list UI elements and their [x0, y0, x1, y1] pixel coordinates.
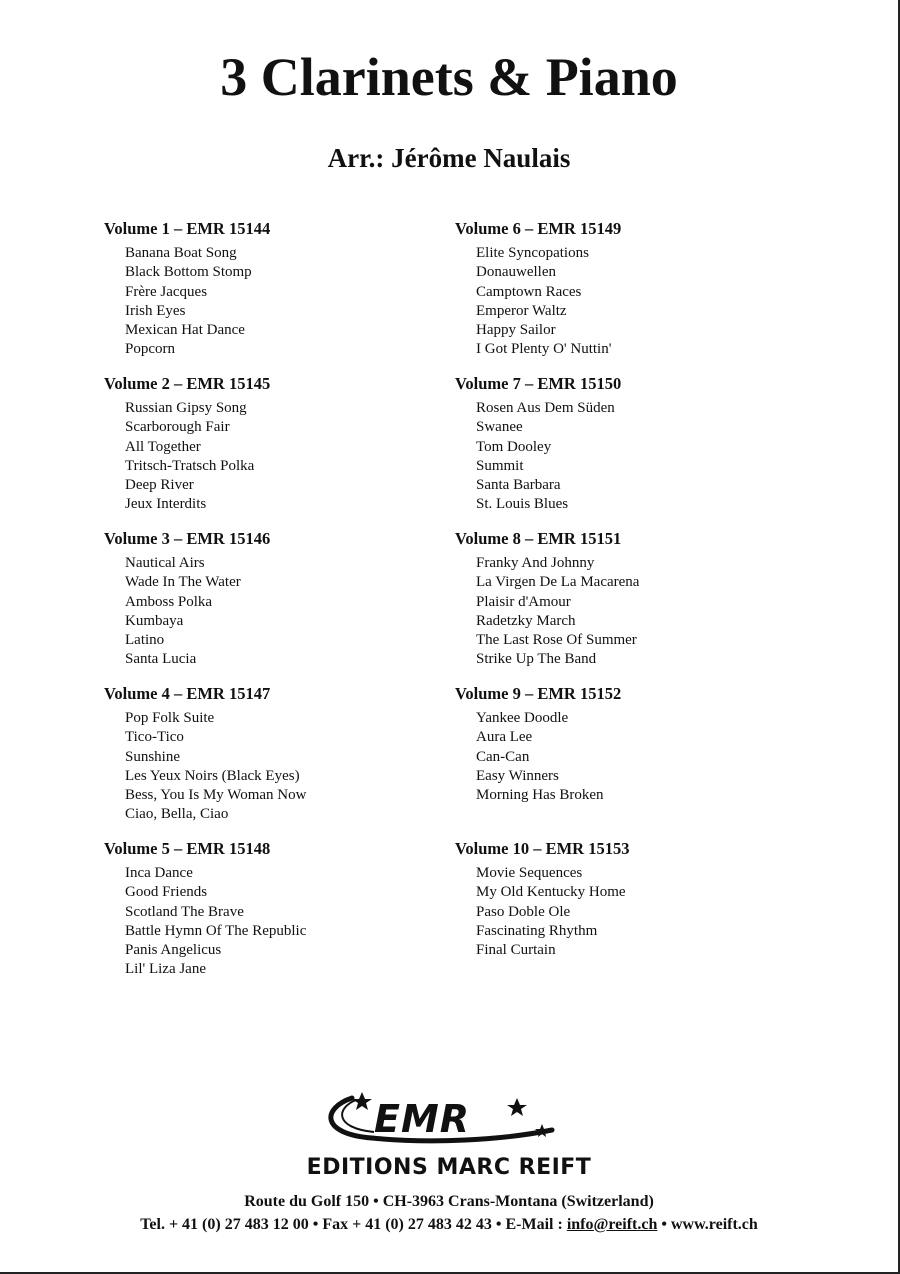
song-list	[104, 864, 444, 980]
phone-number: Tel. + 41 (0) 27 483 12 00	[140, 1216, 309, 1233]
list-item: Yankee Doodle	[476, 710, 569, 726]
volume-heading: Volume 4 – EMR 15147	[104, 684, 271, 703]
list-item: Fascinating Rhythm	[476, 922, 598, 939]
volume-heading: Volume 9 – EMR 15152	[455, 684, 622, 703]
list-item: Frère Jacques	[125, 283, 208, 300]
volume-heading: Volume 7 – EMR 15150	[455, 374, 622, 393]
list-item: Popcorn	[125, 341, 175, 358]
list-item: Scotland The Brave	[125, 903, 244, 920]
list-item: Mexican Hat Dance	[125, 322, 245, 339]
list-item: Bess, You Is My Woman Now	[125, 787, 307, 804]
website: www.reift.ch	[671, 1216, 758, 1233]
volume-heading: Volume 8 – EMR 15151	[455, 529, 622, 548]
volume-column-left	[104, 218, 444, 993]
list-item: Banana Boat Song	[125, 245, 237, 261]
list-item: The Last Rose Of Summer	[476, 632, 637, 649]
list-item: Ciao, Bella, Ciao	[125, 806, 229, 823]
list-item: Deep River	[125, 477, 194, 494]
list-item: Tom Dooley	[476, 438, 552, 455]
volume-block-10	[455, 838, 795, 993]
list-item: Paso Doble Ole	[476, 903, 571, 920]
volume-block-8	[455, 528, 795, 683]
list-item: Summit	[476, 457, 524, 474]
list-item: Jeux Interdits	[125, 496, 207, 513]
volume-heading: Volume 5 – EMR 15148	[104, 839, 271, 858]
list-item: Strike Up The Band	[476, 651, 597, 668]
list-item: Lil' Liza Jane	[125, 961, 206, 978]
list-item: Scarborough Fair	[125, 419, 230, 436]
list-item: Tritsch-Tratsch Polka	[125, 457, 255, 474]
list-item: Russian Gipsy Song	[125, 400, 247, 416]
list-item: Swanee	[476, 419, 523, 436]
song-list	[104, 399, 444, 515]
list-item: I Got Plenty O' Nuttin'	[476, 341, 612, 358]
list-item: Elite Syncopations	[476, 245, 589, 261]
list-item: Can-Can	[476, 748, 530, 765]
publisher-address: Route du Golf 150 • CH-3963 Crans-Montana (Switzerland)	[244, 1193, 654, 1210]
song-list	[455, 244, 795, 360]
publisher-contact	[0, 1214, 898, 1236]
list-item: Inca Dance	[125, 865, 193, 881]
volume-heading: Volume 6 – EMR 15149	[455, 219, 622, 238]
separator: •	[491, 1216, 506, 1233]
list-item: Kumbaya	[125, 612, 184, 629]
list-item: Irish Eyes	[125, 302, 186, 319]
song-list	[104, 709, 444, 825]
volume-block-3	[104, 528, 444, 683]
list-item: Easy Winners	[476, 767, 559, 784]
list-item: Panis Angelicus	[125, 942, 222, 959]
list-item: Santa Lucia	[125, 651, 197, 668]
list-item: Rosen Aus Dem Süden	[476, 400, 615, 416]
list-item: Amboss Polka	[125, 593, 213, 610]
list-item: Radetzky March	[476, 612, 576, 629]
email-link[interactable]: info@reift.ch	[566, 1216, 658, 1233]
song-list	[455, 554, 795, 670]
arranger-line: Arr.: Jérôme Naulais	[327, 143, 571, 173]
volume-heading: Volume 10 – EMR 15153	[455, 839, 630, 858]
fax-number: Fax + 41 (0) 27 483 42 43	[322, 1216, 492, 1233]
volume-block-4	[104, 683, 444, 838]
list-item: My Old Kentucky Home	[476, 884, 626, 901]
song-list	[455, 399, 795, 515]
list-item: Latino	[125, 632, 165, 649]
volume-heading: Volume 3 – EMR 15146	[104, 529, 271, 548]
volume-block-5	[104, 838, 444, 993]
list-item: Good Friends	[125, 884, 208, 901]
list-item: Aura Lee	[476, 729, 533, 746]
list-item: Les Yeux Noirs (Black Eyes)	[125, 767, 300, 784]
list-item: Final Curtain	[476, 942, 556, 959]
list-item: Plaisir d'Amour	[476, 593, 571, 610]
volume-block-9	[455, 683, 795, 838]
song-list	[104, 244, 444, 360]
logo-wordmark: EMR	[374, 1097, 471, 1141]
list-item: Black Bottom Stomp	[125, 264, 252, 281]
list-item: Battle Hymn Of The Republic	[125, 922, 307, 939]
list-item: La Virgen De La Macarena	[476, 574, 640, 591]
volume-block-1	[104, 218, 444, 373]
list-item: All Together	[125, 438, 201, 455]
volume-block-7	[455, 373, 795, 528]
list-item: Tico-Tico	[125, 729, 184, 746]
list-item: Camptown Races	[476, 283, 582, 300]
volume-column-right	[455, 218, 795, 993]
list-item: Morning Has Broken	[476, 787, 604, 804]
song-list	[104, 554, 444, 670]
list-item: Wade In The Water	[125, 574, 241, 591]
volume-heading: Volume 1 – EMR 15144	[104, 219, 271, 238]
separator: •	[657, 1216, 671, 1233]
list-item: Nautical Airs	[125, 555, 205, 571]
publisher-logo	[0, 1090, 898, 1150]
emr-star-swoosh-logo-icon	[312, 1090, 572, 1150]
list-item: Santa Barbara	[476, 477, 561, 494]
volume-heading: Volume 2 – EMR 15145	[104, 374, 271, 393]
list-item: Pop Folk Suite	[125, 710, 215, 726]
list-item: Happy Sailor	[476, 322, 556, 339]
separator: •	[308, 1216, 323, 1233]
publisher-name: EDITIONS MARC REIFT	[306, 1155, 592, 1180]
list-item: Donauwellen	[476, 264, 556, 281]
list-item: Sunshine	[125, 748, 181, 765]
song-list	[455, 864, 795, 960]
volume-block-2	[104, 373, 444, 528]
list-item: St. Louis Blues	[476, 496, 569, 513]
email-label: E-Mail :	[505, 1216, 567, 1233]
list-item: Emperor Waltz	[476, 302, 567, 319]
list-item: Movie Sequences	[476, 865, 583, 881]
page-title: 3 Clarinets & Piano	[220, 47, 678, 107]
list-item: Franky And Johnny	[476, 555, 595, 571]
song-list	[455, 709, 795, 805]
volume-block-6	[455, 218, 795, 373]
